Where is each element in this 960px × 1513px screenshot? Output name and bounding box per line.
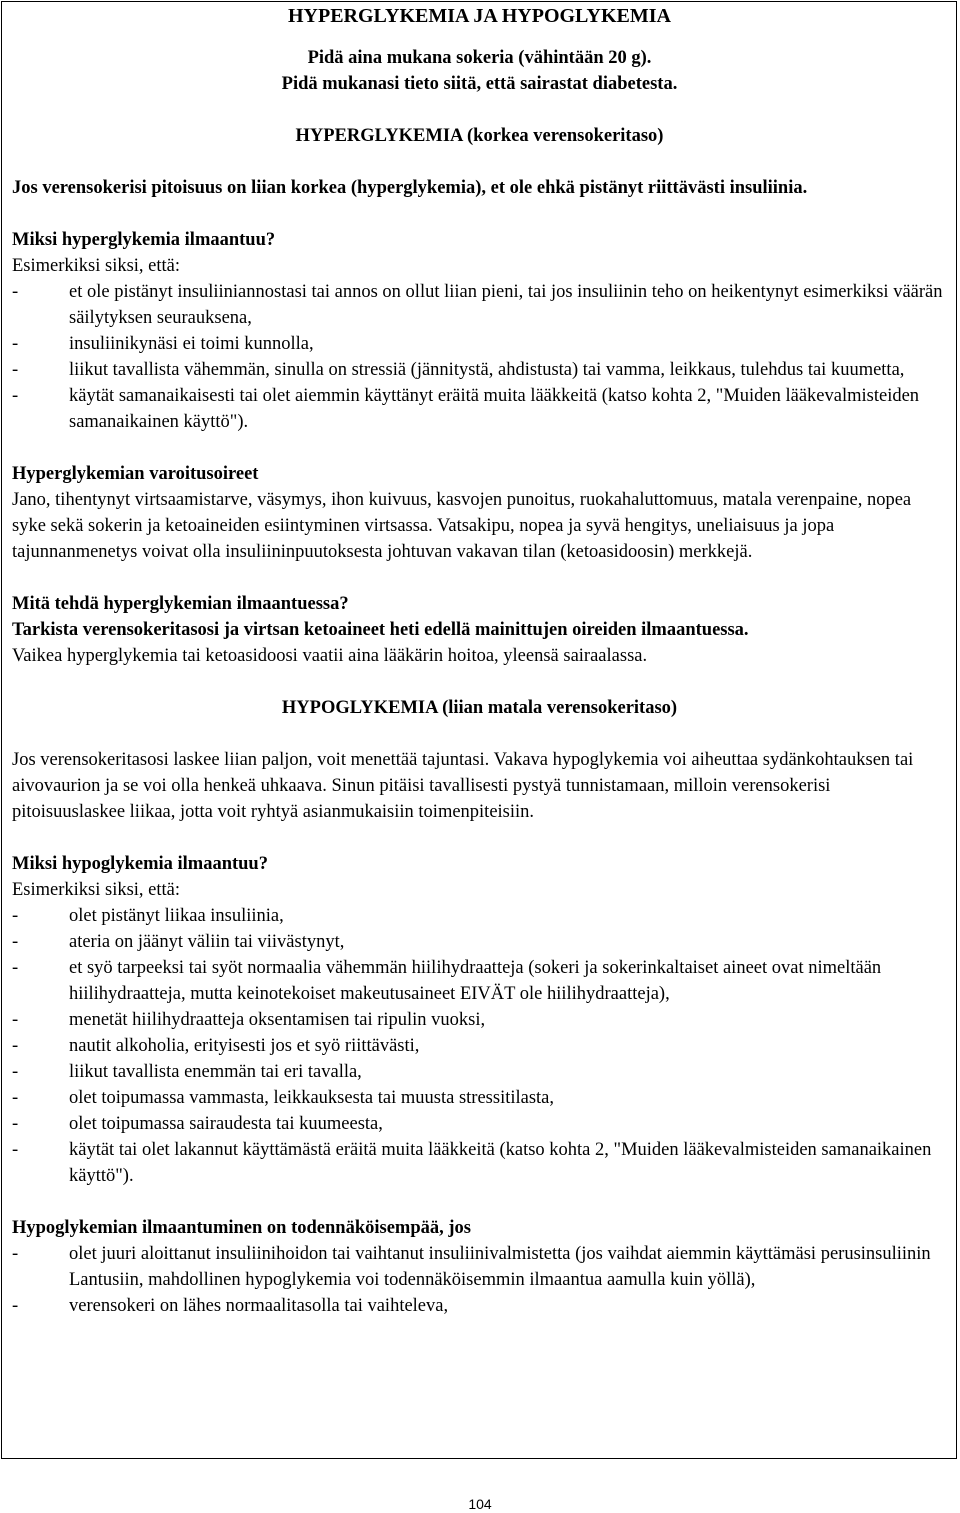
list-item-text: et ole pistänyt insuliiniannostasi tai annos on ollut liian pieni, tai jos insuliinin teho on heikentynyt esimerkiksi väärän säilytyksen seurauksena,	[69, 282, 943, 328]
hyper-why-lead: Esimerkiksi siksi, että:	[12, 256, 181, 276]
hyper-action-text: Vaikea hyperglykemia tai ketoasidoosi vaatii aina lääkärin hoitoa, yleensä sairaalassa.	[12, 646, 648, 666]
hyper-action-bold: Tarkista verensokeritasosi ja virtsan ketoaineet heti edellä mainittujen oireiden ilmaantuessa.	[12, 620, 749, 640]
list-dash: -	[12, 282, 19, 302]
list-item-text: olet toipumassa sairaudesta tai kuumeesta,	[69, 1114, 383, 1134]
list-item-text: olet toipumassa vammasta, leikkauksesta tai muusta stressitilasta,	[69, 1088, 555, 1108]
list-dash: -	[12, 1296, 19, 1316]
hyper-intro: Jos verensokerisi pitoisuus on liian korkea (hyperglykemia), et ole ehkä pistänyt riittävästi insuliinia.	[12, 178, 808, 198]
list-dash: -	[12, 906, 19, 926]
list-dash: -	[12, 386, 19, 406]
intro-line-1: Pidä aina mukana sokeria (vähintään 20 g).	[307, 48, 652, 68]
list-item	[12, 1085, 947, 1111]
list-item	[12, 331, 947, 357]
hypo-why-heading: Miksi hypoglykemia ilmaantuu?	[12, 854, 268, 874]
page-number: 104	[468, 1496, 492, 1512]
hypo-heading: HYPOGLYKEMIA (liian matala verensokeritaso)	[281, 698, 678, 718]
list-item	[12, 903, 947, 929]
list-item	[12, 1111, 947, 1137]
list-item-text: olet pistänyt liikaa insuliinia,	[69, 906, 284, 926]
list-dash: -	[12, 1244, 19, 1264]
hyper-warning-heading: Hyperglykemian varoitusoireet	[12, 464, 259, 484]
list-item-text: et syö tarpeeksi tai syöt normaalia vähemmän hiilihydraatteja (sokeri ja sokerinkaltaiset aineet ovat nimeltään hiilihydraatteja, mutta keinotekoiset makeutusaineet EIVÄT ole hiilihydraatteja),	[69, 958, 882, 1004]
list-item-text: ateria on jäänyt väliin tai viivästynyt,	[69, 932, 345, 952]
hyper-heading: HYPERGLYKEMIA (korkea verensokeritaso)	[295, 126, 664, 146]
hypo-why-lead: Esimerkiksi siksi, että:	[12, 880, 181, 900]
list-dash: -	[12, 1088, 19, 1108]
intro-line-2: Pidä mukanasi tieto siitä, että sairastat diabetesta.	[281, 74, 678, 94]
list-item-text: liikut tavallista vähemmän, sinulla on stressiä (jännitystä, ahdistusta) tai vamma, leikkaus, tulehdus tai kuumetta,	[69, 360, 905, 380]
list-item-text: insuliinikynäsi ei toimi kunnolla,	[69, 334, 314, 354]
document-content	[12, 3, 947, 1319]
document-title: HYPERGLYKEMIA JA HYPOGLYKEMIA	[287, 5, 672, 27]
list-item	[12, 279, 947, 331]
list-dash: -	[12, 1036, 19, 1056]
list-item	[12, 383, 947, 435]
list-item	[12, 1241, 947, 1293]
list-item	[12, 1059, 947, 1085]
list-dash: -	[12, 334, 19, 354]
list-dash: -	[12, 360, 19, 380]
list-item	[12, 1033, 947, 1059]
list-dash: -	[12, 1010, 19, 1030]
list-item-text: olet juuri aloittanut insuliinihoidon tai vaihtanut insuliinivalmistetta (jos vaihdat aiemmin käyttämäsi perusinsuliinin Lantusiin, mahdollinen hypoglykemia voi todennäköisemmin ilmaantua aamulla kuin yöllä),	[69, 1244, 931, 1290]
hyper-why-heading: Miksi hyperglykemia ilmaantuu?	[12, 230, 276, 250]
list-item-text: käytät tai olet lakannut käyttämästä eräitä muita lääkkeitä (katso kohta 2, "Muiden lääkevalmisteiden samanaikainen käyttö").	[69, 1140, 932, 1186]
list-item	[12, 1007, 947, 1033]
list-dash: -	[12, 958, 19, 978]
list-item-text: verensokeri on lähes normaalitasolla tai vaihteleva,	[69, 1296, 449, 1316]
list-item	[12, 357, 947, 383]
list-item-text: liikut tavallista enemmän tai eri tavalla,	[69, 1062, 362, 1082]
list-item-text: käytät samanaikaisesti tai olet aiemmin käyttänyt eräitä muita lääkkeitä (katso kohta 2, "Muiden lääkevalmisteiden samanaikainen käyttö").	[69, 386, 920, 432]
list-dash: -	[12, 1140, 19, 1160]
hyper-warning-text: Jano, tihentynyt virtsaamistarve, väsymys, ihon kuivuus, kasvojen punoitus, ruokahaluttomuus, matala verenpaine, nopea syke sekä sokerin ja ketoaineiden esiintyminen virtsassa. Vatsakipu, nopea ja syvä hengitys, uneliaisuus ja jopa tajunnanmenetys voivat olla insuliininpuutoksesta johtuvan vakavan tilan (ketoasidoosin) merkkejä.	[12, 490, 912, 562]
list-item-text: nautit alkoholia, erityisesti jos et syö riittävästi,	[69, 1036, 420, 1056]
list-item	[12, 1137, 947, 1189]
list-item-text: menetät hiilihydraatteja oksentamisen tai ripulin vuoksi,	[69, 1010, 486, 1030]
list-item	[12, 1293, 947, 1319]
list-dash: -	[12, 1062, 19, 1082]
hypo-intro: Jos verensokeritasosi laskee liian paljon, voit menettää tajuntasi. Vakava hypoglykemia voi aiheuttaa sydänkohtauksen tai aivovaurion ja se voi olla henkeä uhkaava. Sinun pitäisi tavallisesti pystyä tunnistamaan, milloin verensokerisi pitoisuuslaskee liikaa, jotta voit ryhtyä asianmukaisiin toimenpiteisiin.	[12, 750, 914, 822]
list-item	[12, 955, 947, 1007]
hyper-action-heading: Mitä tehdä hyperglykemian ilmaantuessa?	[12, 594, 349, 614]
list-dash: -	[12, 1114, 19, 1134]
list-dash: -	[12, 932, 19, 952]
list-item	[12, 929, 947, 955]
hypo-likely-heading: Hypoglykemian ilmaantuminen on todennäköisempää, jos	[12, 1218, 471, 1238]
